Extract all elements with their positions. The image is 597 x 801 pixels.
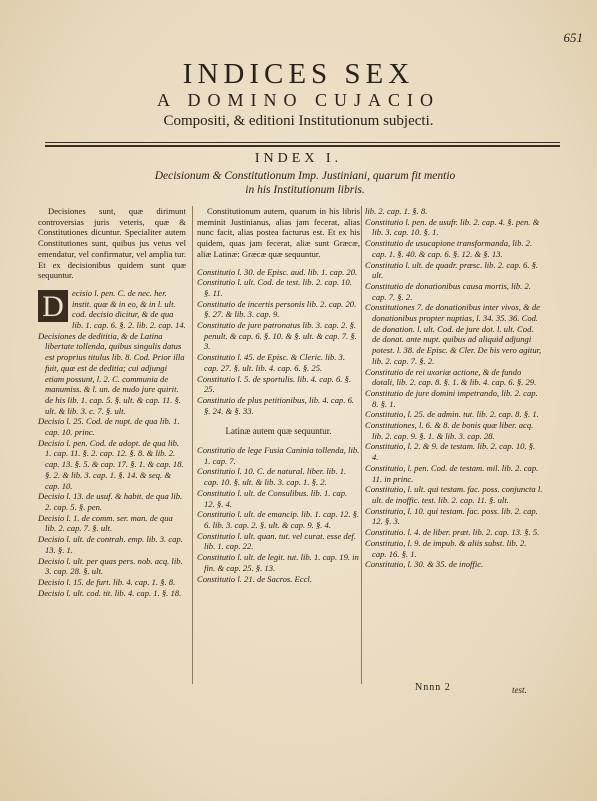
index-entry: Constitutio, l. 10. qui testam. fac. poss. lib. 2. cap. 12. §. 3. xyxy=(365,505,538,527)
index-entry: Constitutiones 7. de donationibus inter vivos, & de donationibus propter nuptias, l. 34. 35. 36. Cod. de donation. l. ult. Cod. de jure dot. l. ult. Cod. de donat. ante nupt. quibus ad aliquid adjungi potest. l. 38. de Episc. & Cler. De his vero agitur, lib. 2. cap. 7. §. 2. xyxy=(365,302,542,366)
index-entry: Decisio l. 25. Cod. de nupt. de qua lib. 1. cap. 10. princ. xyxy=(38,416,180,438)
index-entry: Constitutio, l. 9. de impub. & aliis subst. lib. 2. cap. 16. §. 1. xyxy=(365,537,527,559)
index-entry: Decisio l. 1. de comm. ser. man. de qua lib. 2. cap. 7. §. ult. xyxy=(38,512,173,534)
column-2 xyxy=(197,206,360,584)
index-heading: INDEX I. xyxy=(254,151,343,166)
column-2-entries xyxy=(197,267,360,417)
index-entry: Constitutio de usucapione transformanda, lib. 2. cap. 1. §. 40. & cap. 6. §. 12. & §. 13. xyxy=(365,238,533,259)
index-entry: Decisio l. ult. cod. tit. lib. 4. cap. 1. §. 18. xyxy=(38,587,182,598)
subtitle-line: Compositi, & editioni Institutionum subjecti. xyxy=(163,113,434,129)
index-entry: Constitutio, l. 2. & 9. de testam. lib. 2. cap. 10. §. 4. xyxy=(365,441,536,463)
index-entry: Constitutio de rei uxoriæ actione, & de fundo dotali, lib. 2. cap. 8. §. 1. & lib. 4. cap. 6. §. 29. xyxy=(365,366,537,388)
index-entry: Decisio l. ult. de contrah. emp. lib. 3. cap. 13. §. 1. xyxy=(38,534,183,555)
index-entry: Constitutio l. 30. de Episc. aud. lib. 1. cap. 20. xyxy=(197,266,358,277)
index-entry: Constitutio l. 45. de Episc. & Cleric. lib. 3. cap. 27. §. ult. lib. 4. cap. 6. §. 25. xyxy=(197,352,345,373)
header-rule xyxy=(45,142,560,143)
index-entry: Constitutio de plus petitionibus, lib. 4. cap. 6. §. 24. & §. 33. xyxy=(197,394,355,416)
main-title: INDICES SEX xyxy=(182,58,415,90)
index-entry: Constitutio l. ult. quan. tut. vel curat. esse def. lib. 1. cap. 22. xyxy=(197,530,356,552)
page-number: 651 xyxy=(563,30,583,45)
column-2-entries-latin xyxy=(197,445,360,584)
index-entry: Constitutio de donationibus causa mortis, lib. 2. cap. 7. §. 2. xyxy=(365,280,531,302)
index-entry: Constitutio l. ult. de quadr. præsc. lib. 2. cap. 6. §. ult. xyxy=(365,259,539,281)
column-divider xyxy=(361,206,362,684)
index-entry: Constitutio de lege Fusia Caninia tollenda, lib. 1. cap. 7. xyxy=(197,445,360,466)
index-entry: Constitutio l. 10. C. de natural. liber. lib. 1. cap. 10. §. ult. & lib. 3. cap. 1. §. 2. xyxy=(197,466,347,488)
index-entry: Decisiones de dedititia, & de Latina libertate tollenda, quibus singulis datus est proprius titulus lib. 8. Cod. Prior illa fuit, quæ est de deditia; cui adjungi etiam possunt, l. 2. C. communia de manumiss. & l. un. de nudo jure quirit. de his lib. 1. cap. 5. §. ult. & cap. 11. §. ult. & lib. 3. c. 7. §. ult. xyxy=(38,330,185,416)
index-entry: Constitutio, l. 30. & 35. de inoffic. xyxy=(365,559,484,570)
index-entry: Constitutio de jure domini impetrando, lib. 2. cap. 8. §. 1. xyxy=(365,387,538,409)
column-divider xyxy=(192,206,193,684)
column-2-intro: Constitutionum autem, quarum in his libris meminit Justinianus, alias jam fecerat, alias nunc facit, alias postea facturus est. Et ex his quidem, quas jam fecerat, aliæ sunt Græcæ, aliæ Latinæ: Græcæ quæ sequuntur. xyxy=(197,206,360,259)
index-entry: Constitutio de incertis personis lib. 2. cap. 20. §. 27. & lib. 3. cap. 9. xyxy=(197,298,357,320)
index-entry: Constitutio, l. ult. qui testam. fac. poss. conjuncta l. ult. de inoffic. test. lib. 2. cap. 11. §. ult. xyxy=(365,484,543,505)
index-entry: Constitutio l. pen. de usufr. lib. 2. cap. 4. §. pen. & lib. 3. cap. 10. §. 1. xyxy=(365,216,540,238)
drop-cap: D xyxy=(38,290,68,322)
author-line: A DOMINO CUJACIO xyxy=(156,90,440,110)
index-entry: Constitutio l. ult. de emancip. lib. 1. cap. 12. §. 6. lib. 3. cap. 2. §. ult. & cap. 9. §. 4. xyxy=(197,509,360,530)
index-entry: Decisio l. ult. per quas pers. nob. acq. lib. 3. cap. 28. §. ult. xyxy=(38,555,183,577)
catchword: test. xyxy=(512,685,527,695)
index-entry: Decisio l. 13. de usuf. & habit. de qua lib. 2. cap. 5. §. pen. xyxy=(38,491,183,512)
index-entry: Decisio l. pen. Cod. de adopt. de qua lib. 1. cap. 11. §. 2. cap. 12. §. 8. & lib. 2. cap. 13. §. 5. & cap. 17. §. 1. & cap. 18. §. 2. & lib. 3. cap. 1. §. 14. & seq. & cap. 10. xyxy=(38,437,184,491)
index-entry: Constitutio l. ult. Cod. de test. lib. 2. cap. 10. §. 11. xyxy=(197,277,352,298)
index-entry: Constitutio. l. 4. de liber. præt. lib. 2. cap. 13. §. 5. xyxy=(365,527,540,538)
index-description: Decisionum & Constitutionum Imp. Justiniani, quarum fit mentio in his Institutionum libris. xyxy=(154,170,456,196)
index-entry: Constitutio l. ult. de legit. tut. lib. 1. cap. 19. in fin. & cap. 25. §. 13. xyxy=(197,552,359,573)
index-entry: Constitutio l. 21. de Sacros. Eccl. xyxy=(197,573,312,584)
index-entry: Constitutio l. ult. de Consulibus. lib. 1. cap. 12. §. 4. xyxy=(197,487,348,509)
signature-mark: Nnnn 2 xyxy=(415,682,451,693)
index-entry: lib. 2. cap. 1. §. 8. xyxy=(365,206,428,216)
column-3-entries xyxy=(365,206,543,570)
first-entry xyxy=(38,288,186,331)
column-1 xyxy=(38,206,186,598)
section-subheading: Latinæ autem quæ sequuntur. xyxy=(225,426,332,437)
first-entry-text: ecisio l. pen. C. de nec. her. instit. quæ & in eo, & in l. ult. cod. decisio dicitur, & de qua lib. 1. cap. 6. §. 2. lib. 2. cap. 14. xyxy=(72,287,186,331)
index-entry: Constitutio, l. pen. Cod. de testam. mil. lib. 2. cap. 11. in princ. xyxy=(365,462,539,484)
index-entry: Decisio l. 15. de furt. lib. 4. cap. 1. §. 8. xyxy=(38,576,176,587)
column-1-entries xyxy=(38,331,186,599)
header-rule-thick xyxy=(45,145,560,147)
column-3 xyxy=(365,206,543,570)
index-entry: Constitutiones, l. 6. & 8. de bonis quæ liber. acq. lib. 2. cap. 9. §. 1. & lib. 3. cap. 28. xyxy=(365,420,534,441)
index-entry: Constitutio l. 5. de sportulis. lib. 4. cap. 6. §. 25. xyxy=(197,373,351,395)
index-entry: Constitutio, l. 25. de admin. tut. lib. 2. cap. 8. §. 1. xyxy=(365,409,539,420)
index-entry: Constitutio de jure patronatus lib. 3. cap. 2. §. penult. & cap. 6. §. 10. & §. ult. & cap. 7. §. 3. xyxy=(197,320,357,352)
column-1-intro: Decisiones sunt, quæ dirimunt controversias juris veteris, quæ & Constitutiones dicuntur. Specialiter autem Constitutiones sunt, quibus jus vetus vel emendatur, vel confirmatur, vel amplia tur. Et ex decisionibus quidem sunt quæ sequuntur. xyxy=(38,206,186,281)
